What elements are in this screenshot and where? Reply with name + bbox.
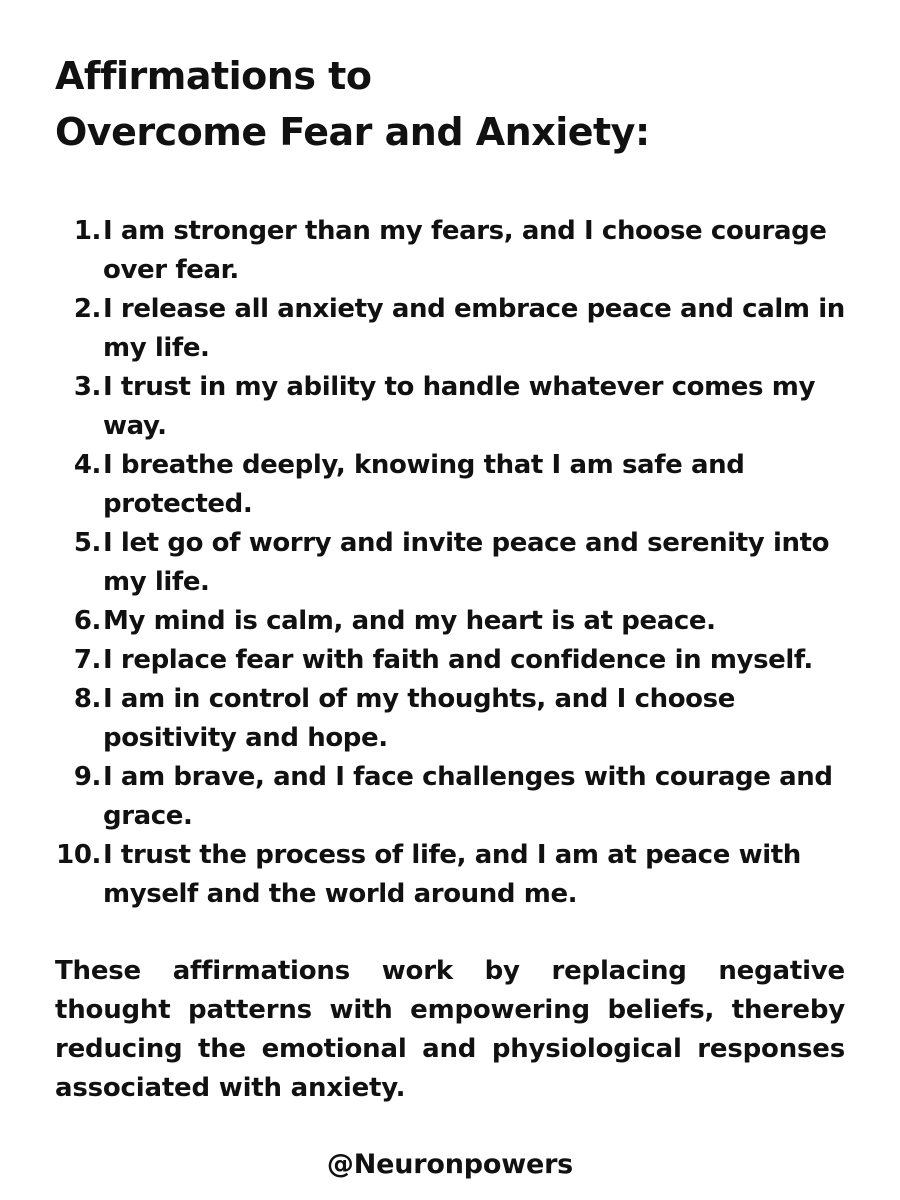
title-line-2: Overcome Fear and Anxiety:	[55, 110, 650, 154]
affirmation-number: 7.	[73, 645, 101, 675]
affirmation-item-2	[55, 290, 855, 368]
affirmation-number: 9.	[73, 762, 101, 792]
affirmation-text: I breathe deeply, knowing that I am safe and protected.	[103, 450, 745, 519]
title-line-1: Affirmations to	[55, 54, 372, 98]
affirmation-item-7	[55, 641, 855, 680]
affirmation-number: 5.	[73, 528, 101, 558]
affirmation-list	[55, 212, 855, 914]
affirmation-text: I trust the process of life, and I am at peace with myself and the world around me.	[103, 840, 801, 909]
affirmation-number: 1.	[73, 216, 101, 246]
affirmation-text: I replace fear with faith and confidence in myself.	[103, 645, 813, 675]
page-title	[55, 48, 855, 160]
affirmation-text: I trust in my ability to handle whatever comes my way.	[103, 372, 816, 441]
affirmation-text: I am stronger than my fears, and I choose courage over fear.	[103, 216, 827, 285]
social-handle: @Neuronpowers	[326, 1149, 574, 1180]
affirmation-number: 10.	[56, 840, 101, 870]
summary-paragraph: These affirmations work by replacing negative thought patterns with empowering beliefs, thereby reducing the emotional and physiological responses associated with anxiety.	[55, 956, 845, 1103]
affirmation-item-9	[55, 758, 855, 836]
affirmation-text: My mind is calm, and my heart is at peace.	[103, 606, 716, 636]
affirmation-number: 2.	[73, 294, 101, 324]
affirmation-number: 6.	[73, 606, 101, 636]
affirmation-text: I am brave, and I face challenges with courage and grace.	[103, 762, 833, 831]
affirmation-item-8	[55, 680, 855, 758]
affirmation-item-5	[55, 524, 855, 602]
affirmation-item-3	[55, 368, 855, 446]
affirmation-item-1	[55, 212, 855, 290]
affirmation-item-4	[55, 446, 855, 524]
affirmation-number: 8.	[73, 684, 101, 714]
affirmation-text: I am in control of my thoughts, and I choose positivity and hope.	[103, 684, 735, 753]
affirmation-number: 4.	[73, 450, 101, 480]
affirmation-text: I release all anxiety and embrace peace and calm in my life.	[103, 294, 845, 363]
affirmation-item-6	[55, 602, 855, 641]
affirmation-item-10	[55, 836, 855, 914]
affirmation-text: I let go of worry and invite peace and serenity into my life.	[103, 528, 830, 597]
affirmation-number: 3.	[73, 372, 101, 402]
